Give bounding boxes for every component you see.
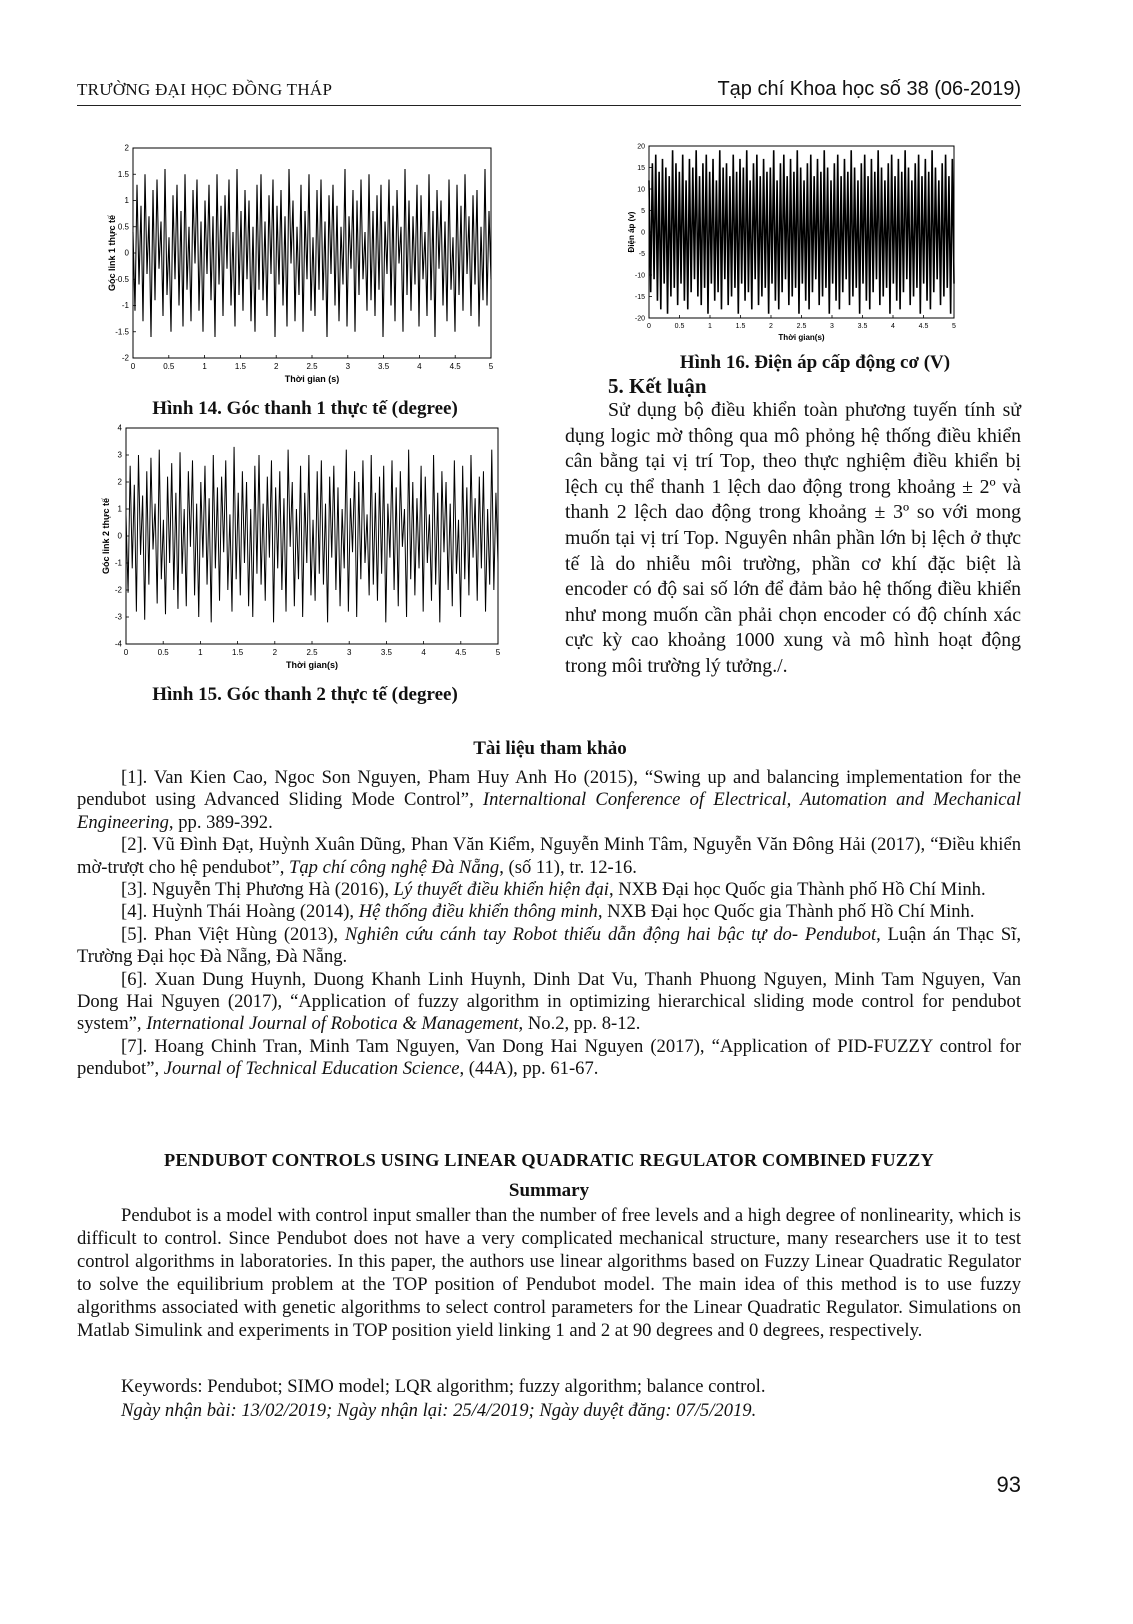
journal-issue: Tạp chí Khoa học số 38 (06-2019) <box>717 78 1021 100</box>
figure-14-caption: Hình 14. Góc thanh 1 thực tế (degree) <box>152 398 458 419</box>
y-tick-label: -15 <box>634 293 645 301</box>
x-tick-label: 4 <box>417 362 422 371</box>
figure-15-chart <box>100 420 510 675</box>
y-tick-label: 0 <box>641 229 645 237</box>
reference-item: [3]. Nguyễn Thị Phương Hà (2016), Lý thuyết điều khiển hiện đại, NXB Đại học Quốc gia Thành phố Hồ Chí Minh. <box>121 879 986 901</box>
y-tick-label: 1.5 <box>117 169 129 179</box>
x-tick-label: 3 <box>346 648 352 657</box>
x-tick-label: 3 <box>830 323 834 330</box>
submission-dates: Ngày nhận bài: 13/02/2019; Ngày nhận lại: 25/4/2019; Ngày duyệt đăng: 07/5/2019. <box>121 1400 757 1421</box>
x-tick-label: 4.5 <box>455 648 467 657</box>
x-tick-label: 0 <box>130 362 136 371</box>
x-tick-label: 2.5 <box>796 323 807 330</box>
x-tick-label: 2 <box>273 362 279 371</box>
x-tick-label: 4.5 <box>449 362 461 371</box>
x-tick-label: 3.5 <box>380 648 392 657</box>
y-tick-label: 0.5 <box>117 222 129 232</box>
x-tick-label: 3.5 <box>857 323 868 330</box>
references-title: Tài liệu tham khảo <box>473 738 627 759</box>
x-tick-label: 0.5 <box>157 648 169 657</box>
x-tick-label: 2 <box>769 323 773 330</box>
x-tick-label: 2.5 <box>306 648 318 657</box>
figure-16-chart <box>625 138 965 343</box>
references-list <box>77 767 1021 1081</box>
x-tick-label: 0.5 <box>674 323 685 330</box>
y-tick-label: -2 <box>114 585 122 595</box>
x-axis-label: Thời gian (s) <box>284 374 340 384</box>
y-axis-label: Góc link 1 thực tế <box>107 214 117 292</box>
summary-title: Summary <box>508 1180 590 1201</box>
y-tick-label: -1 <box>114 558 122 568</box>
keywords: Keywords: Pendubot; SIMO model; LQR algorithm; fuzzy algorithm; balance control. <box>121 1376 766 1397</box>
y-tick-label: -1.5 <box>115 327 129 337</box>
y-tick-label: -10 <box>634 272 645 280</box>
y-tick-label: -2 <box>121 353 129 363</box>
y-axis-label: Góc link 2 thực tế <box>101 497 111 575</box>
reference-item: [5]. Phan Việt Hùng (2013), Nghiên cứu cánh tay Robot thiếu dẫn động hai bậc tự do- Pendubot, Luận án Thạc Sĩ, Trường Đại học Đà Nẵng, Đà Nẵng. <box>77 923 1021 968</box>
x-tick-label: 1 <box>198 648 203 657</box>
y-tick-label: 3 <box>117 450 122 460</box>
x-tick-label: 4.5 <box>918 323 929 330</box>
x-axis-label: Thời gian(s) <box>286 660 338 670</box>
y-tick-label: -20 <box>634 315 645 323</box>
y-tick-label: 1 <box>124 196 129 206</box>
x-tick-label: 4 <box>421 648 426 657</box>
x-tick-label: 0.5 <box>163 362 175 371</box>
conclusion-section <box>565 374 1021 680</box>
y-tick-label: 2 <box>124 143 129 153</box>
x-tick-label: 1 <box>202 362 207 371</box>
reference-item: [4]. Huỳnh Thái Hoàng (2014), Hệ thống điều khiển thông minh, NXB Đại học Quốc gia Thành phố Hồ Chí Minh. <box>121 901 975 923</box>
x-tick-label: 1.5 <box>735 323 746 330</box>
figure-14-chart <box>105 140 505 395</box>
y-tick-label: -0.5 <box>115 274 129 284</box>
x-tick-label: 2.5 <box>306 362 318 371</box>
x-tick-label: 5 <box>488 362 494 371</box>
x-tick-label: 5 <box>495 648 501 657</box>
y-tick-label: -4 <box>114 639 122 649</box>
conclusion-title: 5. Kết luận <box>608 374 707 398</box>
x-tick-label: 1 <box>708 323 712 330</box>
figure-16-caption: Hình 16. Điện áp cấp động cơ (V) <box>679 352 951 373</box>
reference-item: [1]. Van Kien Cao, Ngoc Son Nguyen, Pham Huy Anh Ho (2015), “Swing up and balancing implementation for the pendubot using Advanced Sliding Mode Control”, Internaltional Conference of Electrical, Automation and Mechanical Engineering, pp. 389-392. <box>77 767 1021 833</box>
signal-line <box>126 447 498 623</box>
signal-line <box>649 150 954 313</box>
x-axis-label: Thời gian(s) <box>778 333 825 342</box>
conclusion-body: Sử dụng bộ điều khiển toàn phương tuyến tính sử dụng logic mờ thông qua mô phỏng hệ thống điều khiển cân bằng tại vị trí Top, theo thực nghiệm điều khiển bị lệch cụ thể thanh 1 lệch dao động trong khoảng ± 2º và thanh 2 lệch dao động trong khoảng ± 3º so với mong muốn tại vị trí Top. Nguyên nhân phần lớn bị lệch ở thực tế là do nhiễu môi trường, phần cơ khí đặc biệt là encoder có độ sai số lớn để đảm bảo hệ thống điều khiển như mong muốn cần phải chọn encoder có độ chính xác cực kỳ cao khoảng 1000 xung và mô hình hoạt động trong môi trường lý tưởng./. <box>565 399 1021 677</box>
signal-line <box>133 169 491 337</box>
x-tick-label: 1.5 <box>234 362 246 371</box>
y-tick-label: -3 <box>114 612 122 622</box>
y-axis-label: Điện áp (v) <box>627 211 636 253</box>
reference-item: [7]. Hoang Chinh Tran, Minh Tam Nguyen, Van Dong Hai Nguyen (2017), “Application of PID-FUZZY control for pendubot”, Journal of Technical Education Science, (44A), pp. 61-67. <box>77 1035 1021 1080</box>
y-tick-label: 0 <box>124 248 129 258</box>
y-tick-label: 0 <box>117 531 122 541</box>
english-title: PENDUBOT CONTROLS USING LINEAR QUADRATIC REGULATOR COMBINED FUZZY <box>164 1150 934 1170</box>
reference-item: [6]. Xuan Dung Huynh, Duong Khanh Linh Huynh, Dinh Dat Vu, Thanh Phuong Nguyen, Minh Tam Nguyen, Van Dong Hai Nguyen (2017), “Application of fuzzy algorithm in optimizing hierarchical sliding mode control for pendubot system”, International Journal of Robotica & Management, No.2, pp. 8-12. <box>77 968 1021 1035</box>
header-rule <box>77 105 1021 106</box>
y-tick-label: 4 <box>117 423 122 433</box>
x-tick-label: 0 <box>647 323 651 330</box>
figure-15-caption: Hình 15. Góc thanh 2 thực tế (degree) <box>152 684 458 705</box>
reference-item: [2]. Vũ Đình Đạt, Huỳnh Xuân Dũng, Phan Văn Kiểm, Nguyễn Minh Tâm, Nguyễn Văn Đông Hải (2017), “Điều khiển mờ-trượt cho hệ pendubot”, Tạp chí công nghệ Đà Nẵng, (số 11), tr. 12-16. <box>77 834 1021 878</box>
y-tick-label: 1 <box>117 504 122 514</box>
journal-institution: TRƯỜNG ĐẠI HỌC ĐỒNG THÁP <box>77 80 333 99</box>
summary-body: Pendubot is a model with control input smaller than the number of free levels and a high degree of nonlinearity, which is difficult to control. Since Pendubot does not have a very complicated mechanical structure, many researchers use it to test control algorithms in laboratories. In this paper, the authors use linear algorithms based on Fuzzy Linear Quadratic Regulator to solve the equilibrium problem at the TOP position of Pendubot model. The main idea of this method is to use fuzzy algorithms associated with genetic algorithms to select control parameters for the Linear Quadratic Regulator. Simulations on Matlab Simulink and experiments in TOP position yield linking 1 and 2 at 90 degrees and 0 degrees, respectively. <box>77 1205 1021 1341</box>
y-tick-label: 15 <box>637 164 645 172</box>
y-tick-label: 5 <box>641 207 645 215</box>
y-tick-label: 2 <box>117 477 122 487</box>
y-tick-label: 10 <box>637 186 645 194</box>
x-tick-label: 1.5 <box>232 648 244 657</box>
y-tick-label: -5 <box>638 250 645 258</box>
x-tick-label: 3 <box>345 362 351 371</box>
x-tick-label: 3.5 <box>378 362 390 371</box>
page-number: 93 <box>996 1472 1021 1497</box>
x-tick-label: 0 <box>123 648 129 657</box>
y-tick-label: 20 <box>637 143 645 151</box>
y-tick-label: -1 <box>121 301 129 311</box>
x-tick-label: 2 <box>272 648 278 657</box>
x-tick-label: 4 <box>891 323 895 330</box>
x-tick-label: 5 <box>952 323 956 330</box>
